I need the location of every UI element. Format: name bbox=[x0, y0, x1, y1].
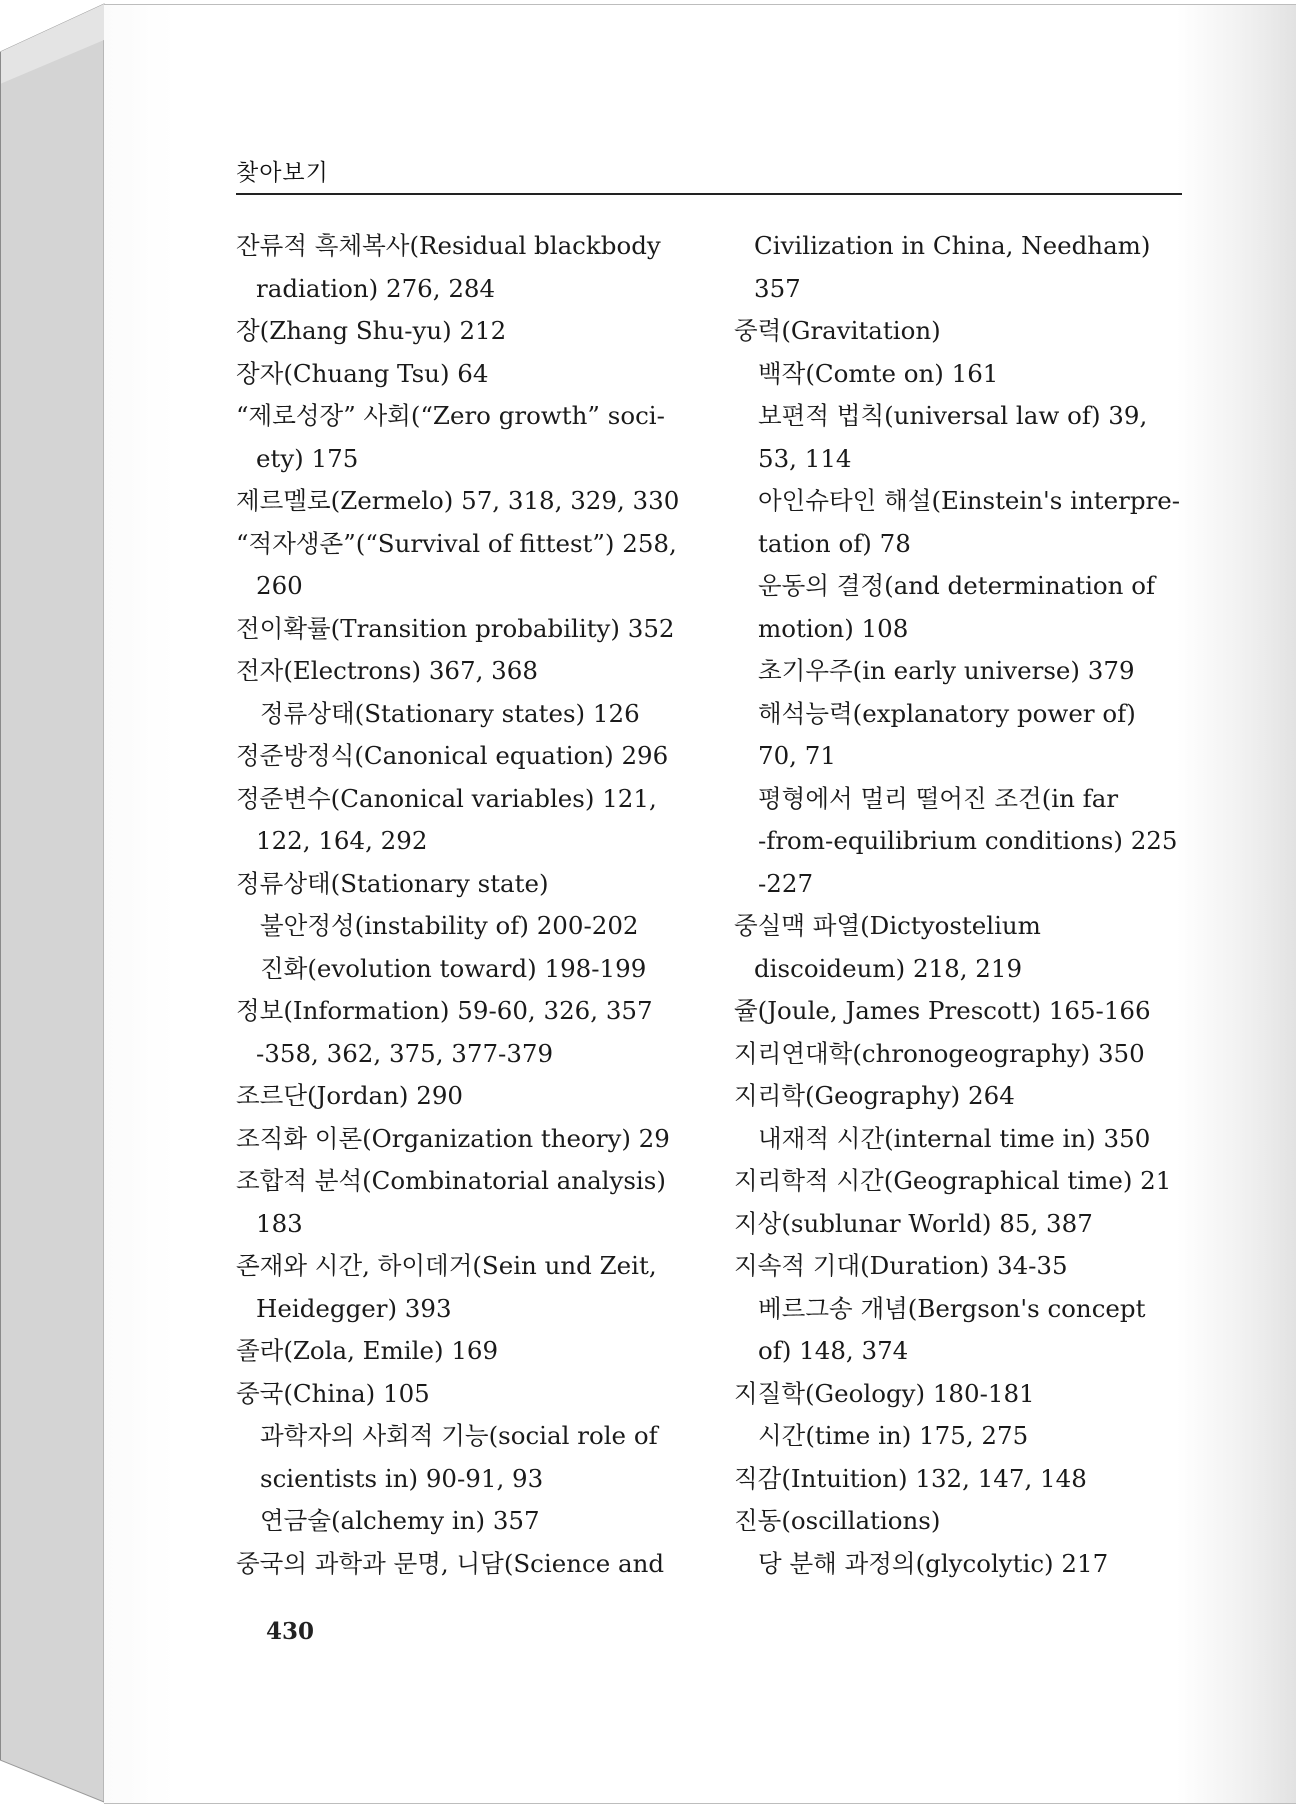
index-entry: 백작(Comte on) 161 bbox=[758, 358, 999, 388]
page-title: 찾아보기 bbox=[236, 160, 329, 186]
index-entry: 존재와 시간, 하이데거(Sein und Zeit, bbox=[236, 1251, 657, 1280]
index-entry: tation of) 78 bbox=[758, 528, 911, 558]
index-entry: 지상(sublunar World) 85, 387 bbox=[734, 1208, 1093, 1238]
index-entry: 평형에서 멀리 떨어진 조건(in far bbox=[758, 783, 1119, 813]
index-entry: 연금술(alchemy in) 357 bbox=[260, 1506, 540, 1535]
index-entry: “적자생존”(“Survival of fittest”) 258, bbox=[236, 528, 677, 558]
index-entry: 중국의 과학과 문명, 니담(Science and bbox=[236, 1548, 665, 1578]
index-entry: 쥴(Joule, James Prescott) 165-166 bbox=[734, 996, 1151, 1025]
index-entry: 잔류적 흑체복사(Residual blackbody bbox=[236, 231, 661, 260]
index-entry: motion) 108 bbox=[758, 613, 909, 643]
index-entry: 지속적 기대(Duration) 34-35 bbox=[734, 1251, 1068, 1280]
index-entry: 제르멜로(Zermelo) 57, 318, 329, 330 bbox=[236, 486, 680, 515]
page-number: 430 bbox=[266, 1618, 315, 1645]
index-entry: scientists in) 90-91, 93 bbox=[260, 1463, 544, 1493]
index-entry: 조직화 이론(Organization theory) 29 bbox=[236, 1123, 670, 1153]
index-entry: 지리연대학(chronogeography) 350 bbox=[734, 1038, 1145, 1068]
index-entry: 183 bbox=[256, 1208, 303, 1238]
index-entry: Heidegger) 393 bbox=[256, 1293, 452, 1323]
index-entry: 정준방정식(Canonical equation) 296 bbox=[236, 741, 669, 770]
index-entry: 당 분해 과정의(glycolytic) 217 bbox=[758, 1548, 1109, 1578]
index-entry: 260 bbox=[256, 571, 303, 600]
index-entry: 정류상태(Stationary states) 126 bbox=[260, 698, 640, 728]
index-entry: 357 bbox=[754, 273, 801, 303]
index-entry: 중력(Gravitation) bbox=[734, 316, 941, 345]
index-column-left bbox=[236, 225, 698, 1585]
index-entry: -358, 362, 375, 377-379 bbox=[256, 1038, 554, 1068]
index-entry: 122, 164, 292 bbox=[256, 826, 428, 855]
index-entry: 정준변수(Canonical variables) 121, bbox=[236, 783, 657, 813]
index-column-right bbox=[734, 225, 1190, 1585]
index-entry: “제로성장” 사회(“Zero growth” soci- bbox=[236, 401, 665, 430]
index-entry: 조합적 분석(Combinatorial analysis) bbox=[236, 1166, 666, 1195]
index-entry: 운동의 결정(and determination of bbox=[758, 571, 1156, 600]
index-entry: 장자(Chuang Tsu) 64 bbox=[236, 358, 489, 388]
index-entry: 70, 71 bbox=[758, 741, 836, 770]
index-entry: 해석능력(explanatory power of) bbox=[758, 698, 1136, 728]
index-entry: 53, 114 bbox=[758, 443, 852, 473]
index-entry: 전이확률(Transition probability) 352 bbox=[236, 613, 675, 643]
page-header bbox=[236, 154, 1182, 195]
index-entry: Civilization in China, Needham) bbox=[754, 231, 1151, 260]
index-entry: -from-equilibrium conditions) 225 bbox=[758, 826, 1178, 855]
index-entry: 아인슈타인 해설(Einstein's interpre- bbox=[758, 486, 1180, 515]
index-entry: 초기우주(in early universe) 379 bbox=[758, 656, 1135, 685]
index-entry: 장(Zhang Shu-yu) 212 bbox=[236, 316, 507, 345]
index-entry: 중국(China) 105 bbox=[236, 1378, 430, 1408]
index-entry: 졸라(Zola, Emile) 169 bbox=[236, 1336, 499, 1365]
index-entry: 베르그송 개념(Bergson's concept bbox=[758, 1293, 1146, 1323]
index-entry: 중실맥 파열(Dictyostelium bbox=[734, 911, 1041, 940]
index-entry: -227 bbox=[758, 868, 814, 898]
index-entry: radiation) 276, 284 bbox=[256, 273, 496, 303]
index-entry: 지질학(Geology) 180-181 bbox=[734, 1378, 1035, 1408]
index-entry: 조르단(Jordan) 290 bbox=[236, 1081, 464, 1110]
index-entry: ety) 175 bbox=[256, 443, 359, 473]
index-entry: 시간(time in) 175, 275 bbox=[758, 1421, 1029, 1450]
index-entry: 지리학(Geography) 264 bbox=[734, 1081, 1015, 1110]
index-entry: 정보(Information) 59-60, 326, 357 bbox=[236, 996, 653, 1025]
index-entry: 전자(Electrons) 367, 368 bbox=[236, 656, 538, 685]
index-entry: 진화(evolution toward) 198-199 bbox=[260, 953, 647, 983]
index-entry: 지리학적 시간(Geographical time) 21 bbox=[734, 1166, 1172, 1195]
index-entry: of) 148, 374 bbox=[758, 1336, 909, 1365]
index-entry: 정류상태(Stationary state) bbox=[236, 868, 549, 898]
index-entry: 과학자의 사회적 기능(social role of bbox=[260, 1421, 658, 1450]
index-entry: 내재적 시간(internal time in) 350 bbox=[758, 1123, 1151, 1153]
index-entry: 직감(Intuition) 132, 147, 148 bbox=[734, 1463, 1087, 1493]
index-entry: 보편적 법칙(universal law of) 39, bbox=[758, 401, 1148, 430]
index-entry: 불안정성(instability of) 200-202 bbox=[260, 911, 639, 940]
index-entry: 진동(oscillations) bbox=[734, 1506, 941, 1535]
index-entry: discoideum) 218, 219 bbox=[754, 953, 1023, 983]
